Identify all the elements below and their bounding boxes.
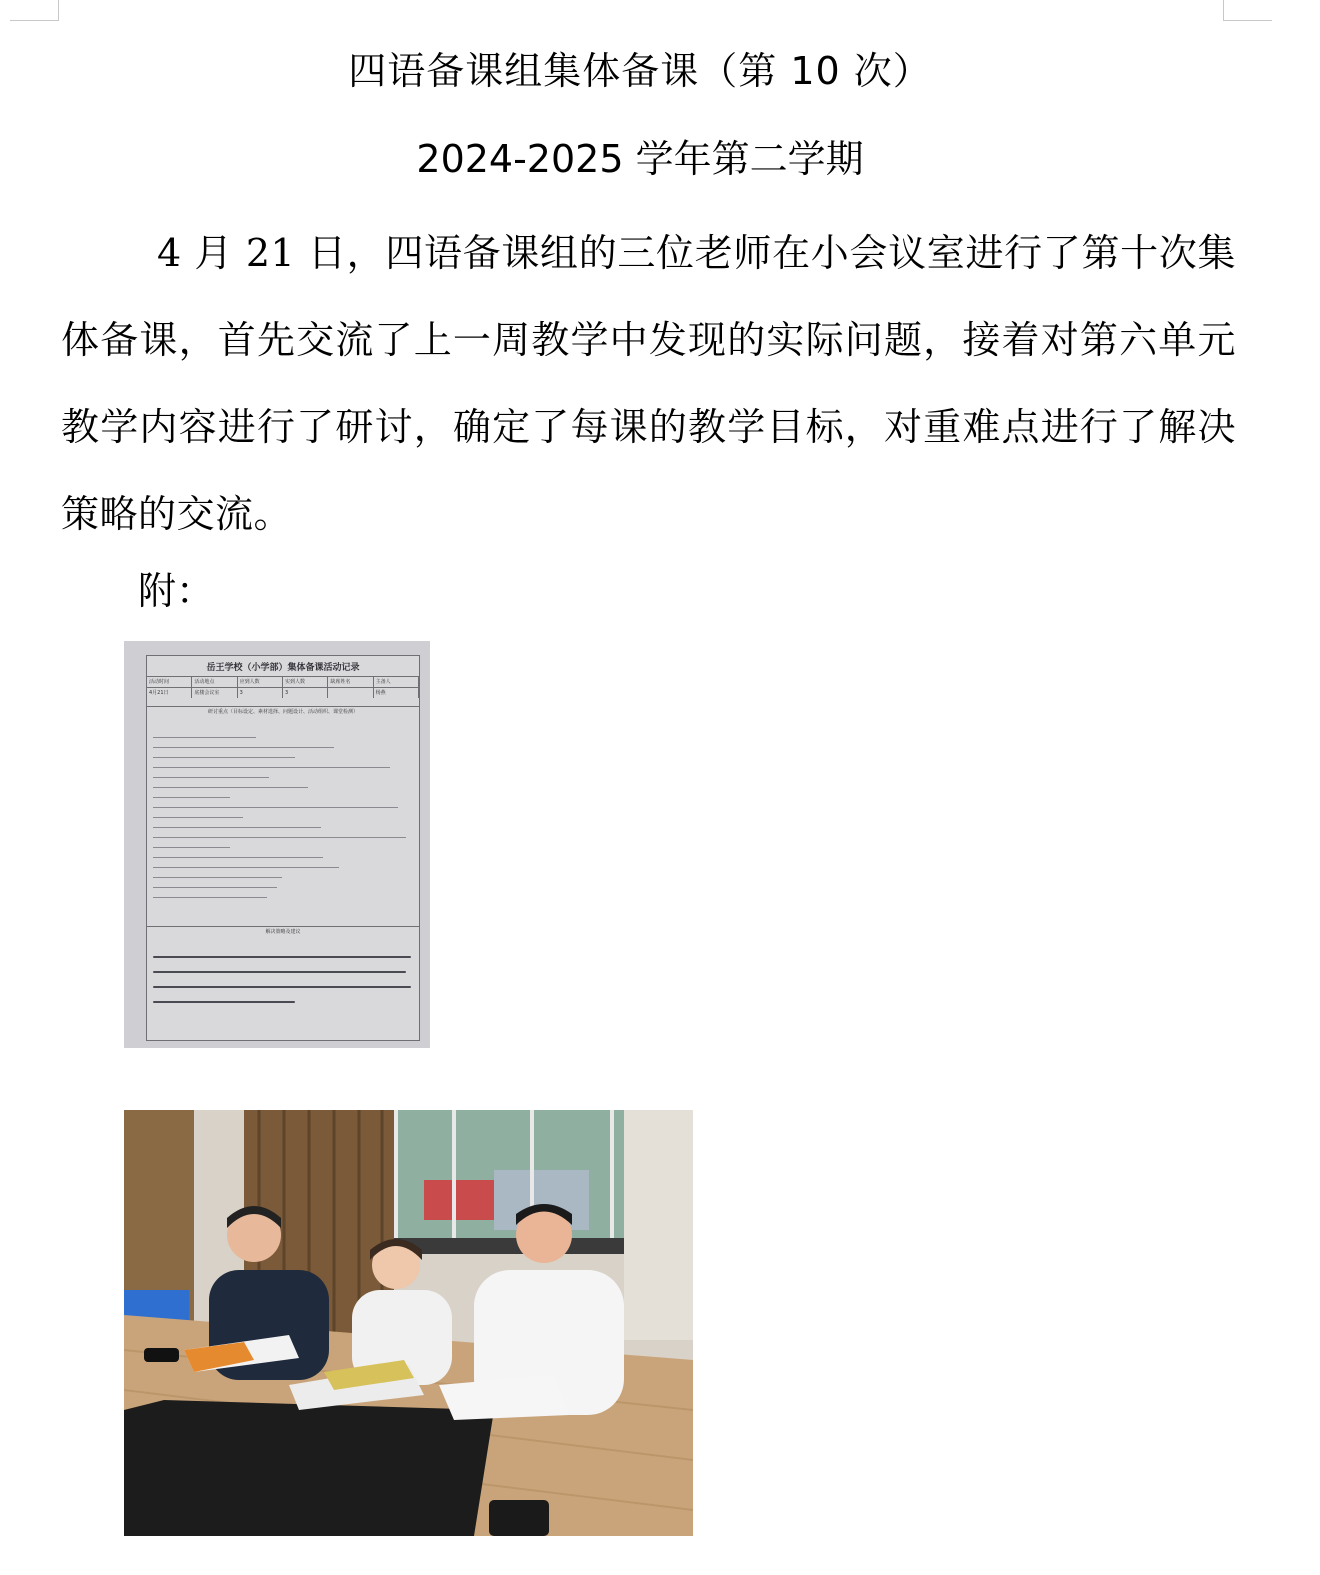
document-title: 四语备课组集体备课（第 10 次） <box>348 49 932 93</box>
form-header-cell: 应到人数 <box>238 677 283 687</box>
form-value-cell: 底楼会议室 <box>192 688 237 698</box>
form-value-cell <box>328 688 373 698</box>
form-solution-section: 解决策略及建议 <box>147 926 419 938</box>
form-handwriting <box>153 956 411 1016</box>
form-header-row <box>147 676 419 687</box>
form-header-cell: 活动地点 <box>192 677 237 687</box>
table-mat <box>124 1400 494 1536</box>
form-header-cell: 实到人数 <box>283 677 328 687</box>
phone <box>489 1500 549 1536</box>
form-printed-lines <box>153 728 411 898</box>
window-sill <box>394 1238 639 1254</box>
form-value-cell: 杨燕 <box>374 688 419 698</box>
page-corner-mark-left <box>10 0 59 21</box>
lesson-record-form-photo <box>124 641 430 1048</box>
form-value-cell: 3 <box>283 688 328 698</box>
phone <box>144 1348 179 1362</box>
body-paragraph: 4 月 21 日，四语备课组的三位老师在小会议室进行了第十次集体备课，首先交流了上一周教学中发现的实际问题，接着对第六单元教学内容进行了研讨，确定了每课的教学目标，对重难点进行了解决策略的交流。 <box>61 231 1236 536</box>
parked-car <box>424 1180 494 1220</box>
form-header-cell: 主备人 <box>374 677 419 687</box>
form-header-cell: 缺席姓名 <box>328 677 373 687</box>
form-header-cell: 活动时间 <box>147 677 192 687</box>
attachment-label: 附： <box>138 569 215 613</box>
form-value-cell: 4月21日 <box>147 688 192 698</box>
form-value-row <box>147 687 419 698</box>
form-value-cell: 3 <box>238 688 283 698</box>
form-focus-section: 研讨重点（目标设定、素材选择、问题设计、活动组织、课堂检测） <box>147 706 419 718</box>
document-subtitle: 2024-2025 学年第二学期 <box>416 137 864 181</box>
form-sheet <box>146 655 420 1041</box>
form-heading: 岳王学校（小学部）集体备课活动记录 <box>206 663 360 673</box>
page-corner-mark-right <box>1223 0 1272 21</box>
meeting-photo <box>124 1110 693 1536</box>
